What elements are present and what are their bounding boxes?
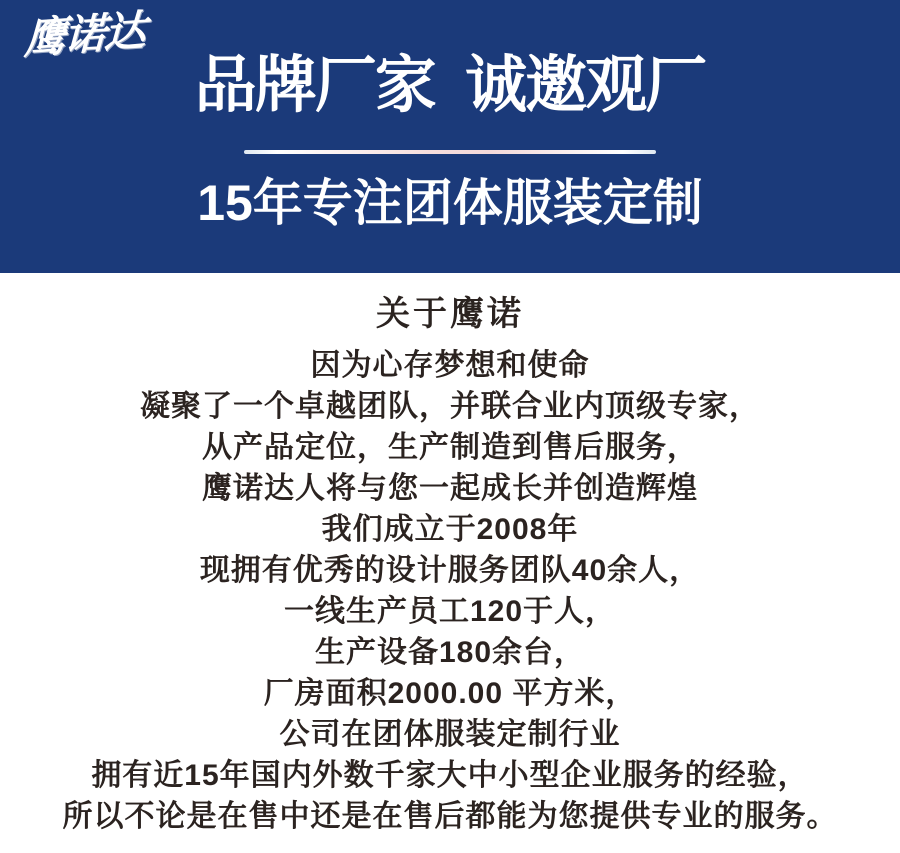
about-line: 现拥有优秀的设计服务团队40余人， bbox=[199, 554, 701, 587]
about-line: 凝聚了一个卓越团队，并联合业内顶级专家， bbox=[140, 390, 760, 423]
about-line: 厂房面积2000.00 平方米， bbox=[263, 677, 637, 710]
about-line: 所以不论是在售中还是在售后都能为您提供专业的服务。 bbox=[62, 800, 838, 833]
header-divider bbox=[244, 150, 656, 154]
about-line: 公司在团体服装定制行业 bbox=[279, 718, 621, 751]
header-subtitle: 15年专注团体服装定制 bbox=[197, 175, 703, 231]
about-line: 生产设备180余台， bbox=[314, 636, 586, 669]
about-line: 一线生产员工120于人， bbox=[283, 595, 617, 628]
about-line: 拥有近15年国内外数千家大中小型企业服务的经验， bbox=[91, 759, 809, 792]
about-line: 鹰诺达人将与您一起成长并创造辉煌 bbox=[202, 472, 698, 505]
about-paragraph bbox=[0, 345, 900, 837]
header-banner bbox=[0, 0, 900, 273]
header-title: 品牌厂家 诚邀观厂 bbox=[194, 51, 706, 120]
brand-logo: 鹰诺达 bbox=[23, 6, 145, 63]
about-line: 我们成立于2008年 bbox=[321, 513, 579, 546]
about-line: 从产品定位，生产制造到售后服务， bbox=[202, 431, 698, 464]
about-line: 因为心存梦想和使命 bbox=[310, 349, 590, 382]
about-section bbox=[0, 292, 900, 837]
about-heading: 关于鹰诺 bbox=[376, 295, 524, 333]
